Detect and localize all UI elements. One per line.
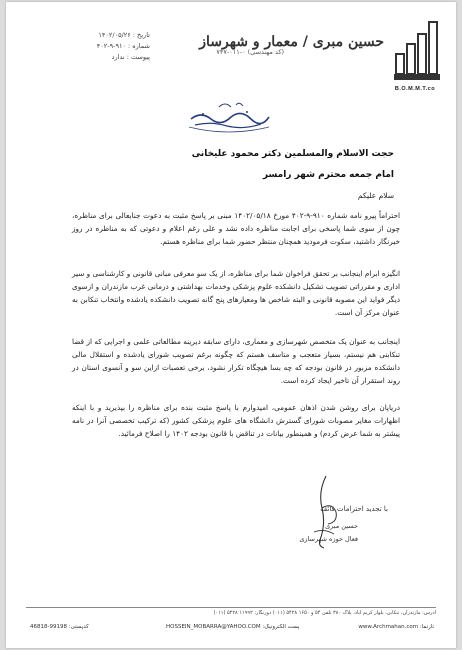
brand-name: حسین مبری / معمار و شهرساز	[199, 34, 384, 50]
footer-email: HOSSEIN_MOBARRA@YAHOO.COM :پست الکترونیک	[166, 624, 300, 630]
registration-code: (کد مهندسی) ۰-۰۱۱-۷۴۷	[216, 48, 284, 56]
calligraphy-stamp	[181, 97, 276, 133]
paragraph-1: احتراماً پیرو نامه شماره ۹۱۰-۹-۴۰۲ مورخ ۱۴۰۲/۰۵/۱۸ مبنی بر پاسخ مثبت به دعوت جنابعالی برای مناظره، چون از سوی شما پاسخی برای اجابت مناظره داده نشد و علی رغم اعلام و دعوتی که به مناظره در روز خبرنگار داشتید، سکوت فرمودید همچنان منتظر حضور شما برای مناظره هستم.	[72, 211, 400, 246]
salutation: سلام علیکم	[357, 191, 394, 200]
logo-caption: B.O.M.M.T.co	[394, 86, 436, 92]
footer-website: www.Archmahan.com :تارنما	[358, 624, 434, 630]
signer-name: حسین مبری	[325, 522, 358, 530]
attachment-label: پیوست : ندارد	[111, 53, 150, 61]
date-label: تاریخ : ۱۴۰۲/۰۵/۲۶	[98, 31, 150, 39]
recipient-line-2: امام جمعه محترم شهر رامسر	[262, 170, 394, 180]
signer-title: فعال حوزه شهرسازی	[299, 535, 358, 543]
company-logo	[392, 16, 442, 86]
closing-regards: با تجدید احترامات فائقه	[320, 505, 388, 513]
recipient-line-1: حجت الاسلام والمسلمین دکتر محمود علیخانی	[191, 149, 394, 159]
paragraph-3: اینجانب به عنوان یک متخصص شهرسازی و معماری، دارای سابقه دیرینه مطالعاتی علمی و اجرایی که از قضا تنکابنی هم نیستم، بسیار متعجب و متاسف هستم که چگونه برغم تصویب شورای یادشده و استقلال مالی دانشکده مزبور در قانون بودجه که چه بسا هیچگاه تکرار نشود، برخی تعصبات ازاین سو و آنسوی استان در روند استقرار آن تاخیر ایجاد کرده است.	[72, 337, 400, 385]
letter-meta	[30, 30, 150, 63]
paragraph-4: دریاپان برای روشن شدن اذهان عمومی، امیدوارم با پاسخ مثبت بنده برای مناظره را بپذیرید و با اینکه اظهارات مغایر مصوبات شورای گسترش دانشگاه های علوم پزشکی کشور (که ترکیب تخصصی آنرا در نامه پیشتر به شما عرض کردم) و همینطور بیانات در تناقض با قانون بودجه ۱۴۰۲ را اصلاح فرمائید.	[72, 403, 400, 438]
letter-page	[6, 2, 456, 648]
footer-divider	[26, 607, 436, 608]
footer-address: آدرس: مازندران، تنکابن، بلوار کریم آباد، پلاک ۳۸۰ تلفن ۵۴ و ۱۶۵۰ ۵۴۲۸ (۰۱۱) دورنگار: ۱۱۹۹۲ ۵۴۲۸ (۰۱۱)	[213, 610, 436, 616]
number-label: شماره : ۹۱۰-۹-۴۰۲	[96, 42, 150, 50]
paragraph-2: انگیزه ابرام اینجانب بر تحقق فراخوان شما برای مناظره، از یک سو معرفی مبانی قانونی و کارشناسی و سیر اداری و مقرراتی تصویب تشکیل دانشکده علوم پزشکی وخدمات بهداشتی و درمانی غرب مازندران و ازسوی دیگر فواید این مصوبه قانونی و البته شاخص ها ومعیارهای پنج گانه تصویب دانشکده یادشده وانتخاب تنکابن به عنوان مرکز آن است.	[71, 269, 400, 317]
footer-postal-code: 46818-99198 :کدپستی	[30, 624, 89, 630]
